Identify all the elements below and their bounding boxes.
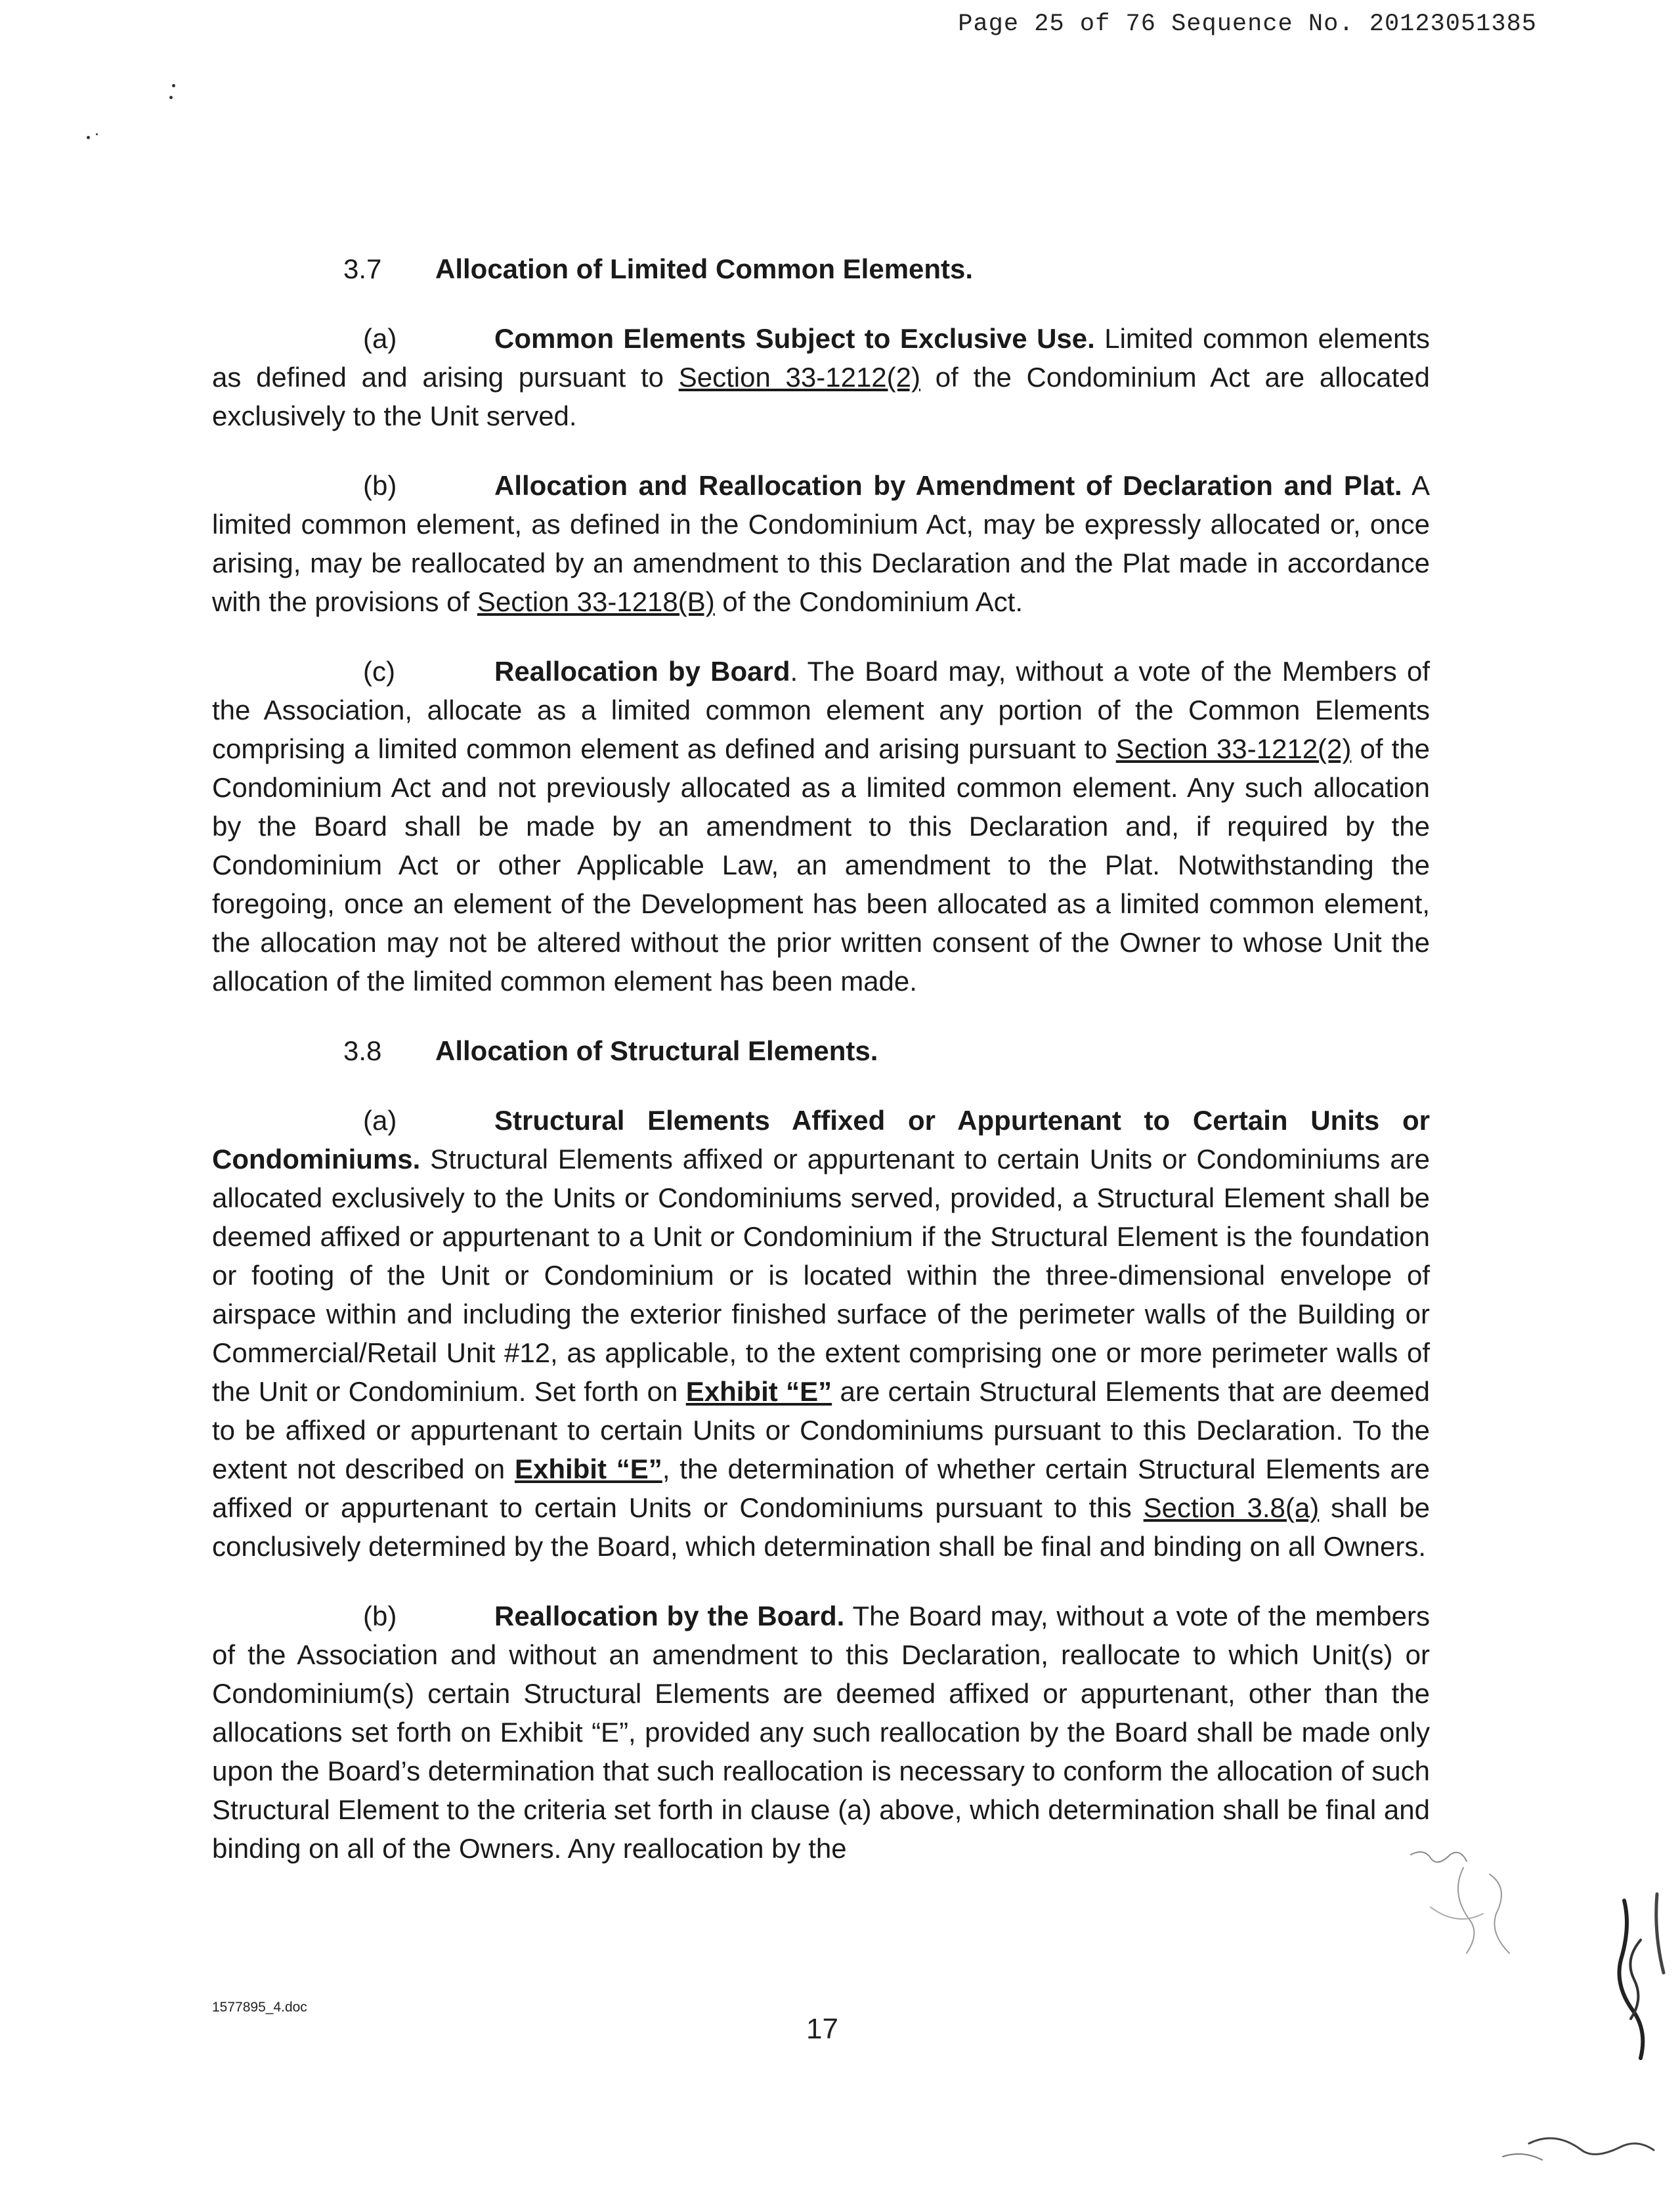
section-reference: Section 33-1212(2) — [1115, 733, 1352, 764]
paragraph-3-7-b — [212, 466, 1430, 621]
paragraph-3-7-a — [212, 319, 1430, 435]
paragraph-3-8-a — [212, 1101, 1430, 1566]
clause-title: Structural Elements Affixed or Appurtenant to Certain Units or Condominiums. — [212, 1105, 1430, 1174]
page-header-sequence: Page 25 of 76 Sequence No. 20123051385 — [958, 11, 1537, 38]
section-reference: Section 33-1218(B) — [477, 586, 715, 617]
clause-text: of the Condominium Act and not previously allocated as a limited common element. Any such allocation by the Board shall be made by an amendment to this Declaration and, if required by the Condominium Act or other Applicable Law, an amendment to the Plat. Notwithstanding the foregoing, once an element of the Development has been allocated as a limited common element, the allocation may not be altered without the prior written consent of the Owner to whose Unit the allocation of the limited common element has been made. — [212, 733, 1430, 997]
section-number: 3.7 — [343, 253, 382, 284]
scan-speck — [172, 84, 175, 87]
clause-label: (a) — [363, 1105, 397, 1136]
scan-speck — [169, 96, 173, 99]
document-body — [212, 249, 1430, 1899]
clause-label: (a) — [363, 323, 397, 354]
section-reference: Section 3.8(a) — [1143, 1492, 1320, 1523]
clause-label: (c) — [363, 656, 395, 687]
clause-text: The Board may, without a vote of the members of the Association and without an amendment to this Declaration, reallocate to which Unit(s) or Condominium(s) certain Structural Elements are deemed affixed or appurtenant, other than the allocations set forth on Exhibit “E”, provided any such reallocation by the Board shall be made only upon the Board’s determination that such reallocation is necessary to conform the allocation of such Structural Element to the criteria set forth in clause (a) above, which determination shall be final and binding on all of the Owners. Any reallocation by the — [212, 1601, 1431, 1864]
scan-speck — [96, 133, 98, 135]
document-id: 1577895_4.doc — [212, 2000, 307, 2015]
clause-text: Limited common elements as defined and arising pursuant to — [212, 323, 1430, 393]
clause-title: Common Elements Subject to Exclusive Use. — [494, 323, 1095, 354]
initials-scribble-icon — [1365, 1828, 1680, 2196]
clause-text: of the Condominium Act are allocated exclusively to the Unit served. — [212, 362, 1431, 431]
clause-title: Reallocation by the Board. — [494, 1601, 845, 1631]
exhibit-reference: Exhibit “E” — [685, 1376, 832, 1407]
section-heading-3-8 — [212, 1031, 1430, 1070]
section-number: 3.8 — [343, 1035, 382, 1066]
clause-title: Allocation and Reallocation by Amendment of Declaration and Plat. — [494, 470, 1402, 501]
clause-text: of the Condominium Act. — [714, 586, 1023, 617]
clause-label: (b) — [363, 470, 397, 501]
exhibit-reference: Exhibit “E” — [514, 1453, 662, 1484]
section-title: Allocation of Limited Common Elements. — [435, 253, 974, 284]
section-title: Allocation of Structural Elements. — [435, 1035, 878, 1066]
page-number: 17 — [806, 2013, 838, 2045]
clause-text: A limited common element, as defined in the Condominium Act, may be expressly allocated or, once arising, may be reallocated by an amendment to this Declaration and the Plat made in accordance with the provisions of — [212, 470, 1430, 617]
paragraph-3-7-c — [212, 652, 1430, 1001]
clause-text: shall be conclusively determined by the Board, which determination shall be final and binding on all Owners. — [212, 1492, 1431, 1562]
paragraph-3-8-b — [212, 1597, 1430, 1868]
scan-speck — [87, 136, 90, 139]
section-heading-3-7 — [212, 249, 1430, 288]
clause-text: are certain Structural Elements that are deemed to be affixed or appurtenant to certain Units or Condominiums pursuant to this Declaration. To the extent not described on — [212, 1376, 1430, 1484]
clause-text: Structural Elements affixed or appurtenant to certain Units or Condominiums are allocated exclusively to the Units or Condominiums served, provided, a Structural Element shall be deemed affixed or appurtenant to a Unit or Condominium if the Structural Element is the foundation or footing of the Unit or Condominium or is located within the three-dimensional envelope of airspace within and including the exterior finished surface of the perimeter walls of the Building or Commercial/Retail Unit #12, as applicable, to the extent comprising one or more perimeter walls of the Unit or Condominium. Set forth on — [212, 1144, 1430, 1407]
clause-title: Reallocation by Board — [494, 656, 790, 687]
clause-text: . The Board may, without a vote of the Members of the Association, allocate as a limited common element any portion of the Common Elements comprising a limited common element as defined and arising pursuant to — [212, 656, 1430, 764]
section-reference: Section 33-1212(2) — [678, 362, 920, 393]
clause-label: (b) — [363, 1601, 397, 1631]
clause-text: , the determination of whether certain Structural Elements are affixed or appurtenant to certain Units or Condominiums pursuant to this — [212, 1453, 1430, 1523]
